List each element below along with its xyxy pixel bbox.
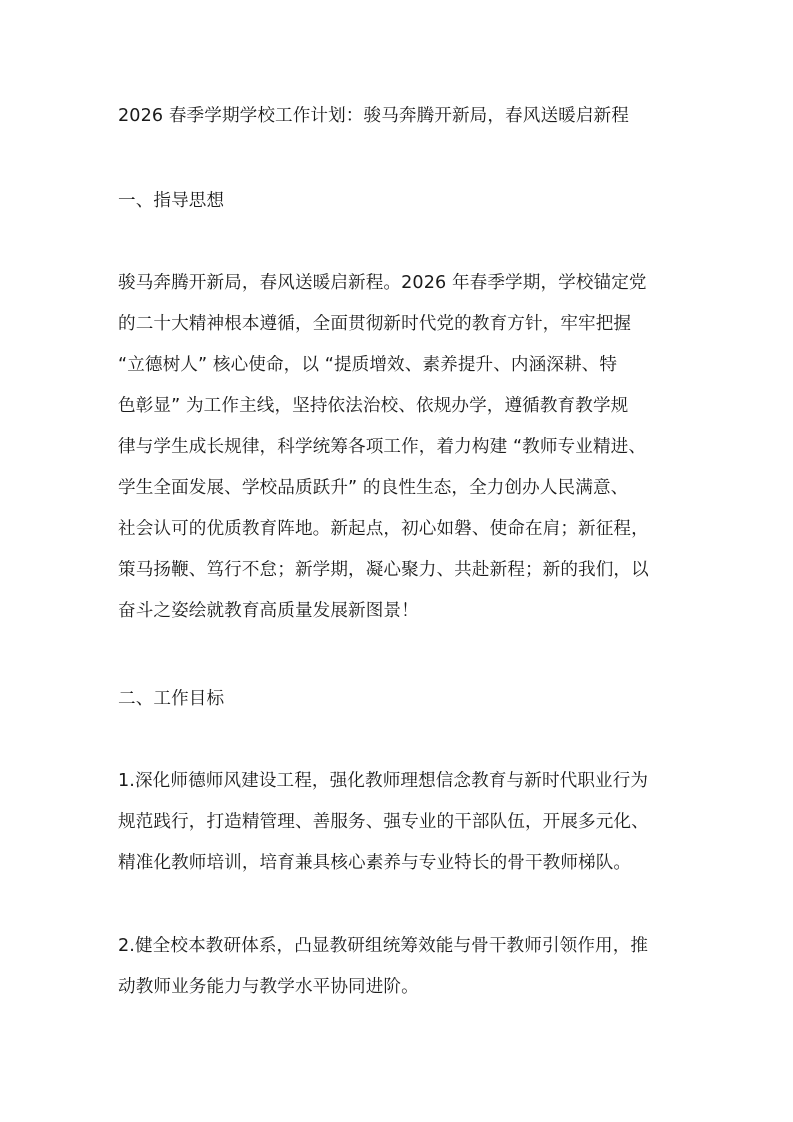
paragraph-line: “立德树人” 核心使命，以 “提质增效、素养提升、内涵深耕、特 bbox=[118, 355, 618, 375]
section-heading-guiding-ideology: 一、指导思想 bbox=[118, 191, 225, 211]
paragraph-line: 色彰显” 为工作主线，坚持依法治校、依规办学，遵循教育教学规 bbox=[118, 396, 629, 416]
section-heading-work-goals: 二、工作目标 bbox=[118, 689, 225, 709]
paragraph-line: 律与学生成长规律，科学统筹各项工作，着力构建 “教师专业精进、 bbox=[118, 437, 647, 457]
paragraph-line: 1.深化师德师风建设工程，强化教师理想信念教育与新时代职业行为 bbox=[118, 771, 649, 791]
paragraph-line: 动教师业务能力与教学水平协同进阶。 bbox=[118, 977, 419, 997]
paragraph-line: 精准化教师培训，培育兼具核心素养与专业特长的骨干教师梯队。 bbox=[118, 853, 632, 873]
paragraph-line: 学生全面发展、学校品质跃升” 的良性生态，全力创办人民满意、 bbox=[118, 478, 629, 498]
paragraph-line: 2.健全校本教研体系，凸显教研组统筹效能与骨干教师引领作用，推 bbox=[118, 936, 649, 956]
paragraph-line: 奋斗之姿绘就教育高质量发展新图景！ bbox=[118, 601, 419, 621]
paragraph-line: 骏马奔腾开新局，春风送暖启新程。2026 年春季学期，学校锚定党 bbox=[118, 273, 647, 293]
paragraph-line: 社会认可的优质教育阵地。新起点，初心如磐、使命在肩；新征程， bbox=[118, 519, 649, 539]
paragraph-line: 规范践行，打造精管理、善服务、强专业的干部队伍，开展多元化、 bbox=[118, 812, 649, 832]
paragraph-line: 策马扬鞭、笃行不怠；新学期，凝心聚力、共赴新程；新的我们，以 bbox=[118, 560, 649, 580]
document-title: 2026 春季学期学校工作计划：骏马奔腾开新局，春风送暖启新程 bbox=[118, 106, 629, 126]
paragraph-line: 的二十大精神根本遵循，全面贯彻新时代党的教育方针，牢牢把握 bbox=[118, 314, 632, 334]
